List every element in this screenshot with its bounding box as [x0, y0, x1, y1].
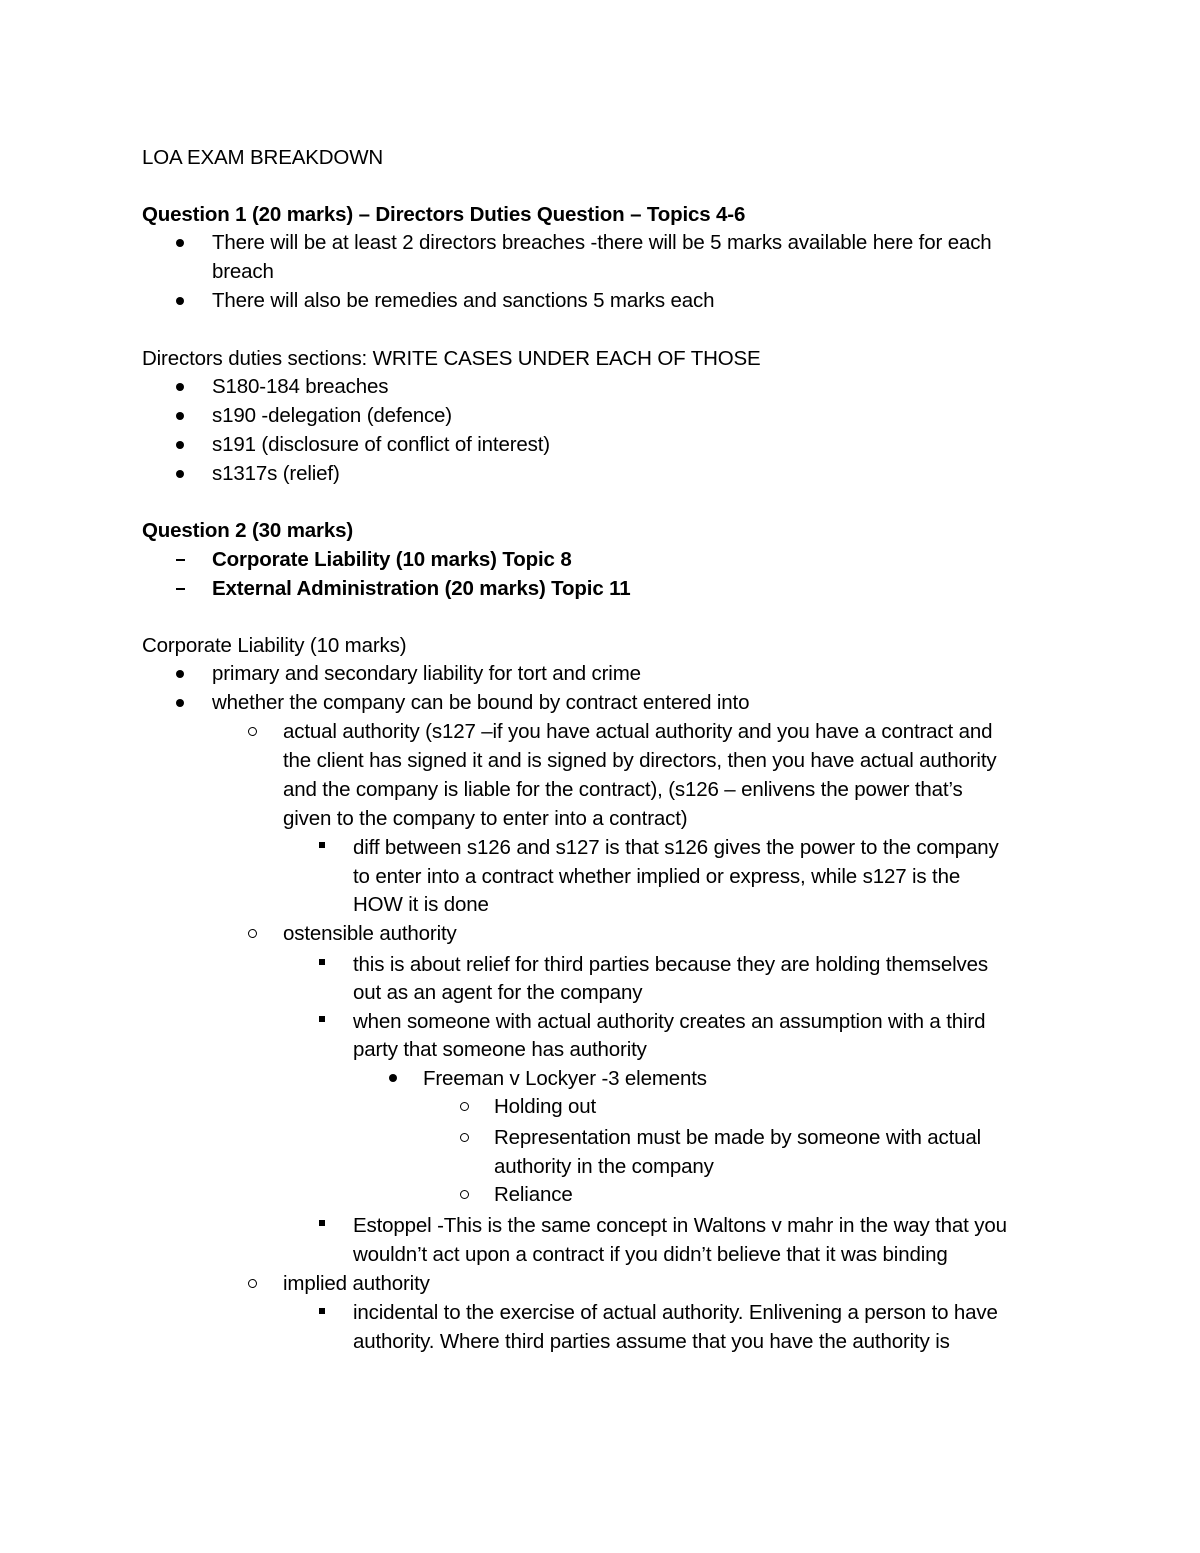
actual-authority-line: actual authority (s127 –if you have actual authority and you have a contract and [283, 720, 993, 743]
question-1-heading: Question 1 (20 marks) – Directors Duties Question – Topics 4-6 [142, 203, 746, 226]
bullet-dot-icon [176, 699, 184, 707]
sections-heading: Directors duties sections: WRITE CASES UNDER EACH OF THOSE [142, 347, 761, 370]
bullet-dot-icon [176, 383, 184, 391]
section-item: S180-184 breaches [212, 375, 389, 398]
bullet-dot-icon [176, 239, 184, 247]
section-item: s1317s (relief) [212, 462, 340, 485]
q1-bullet-1-line-2: breach [212, 260, 274, 283]
relief-line: out as an agent for the company [353, 981, 643, 1004]
bullet-circle-icon [248, 1279, 257, 1288]
bullet-square-icon [319, 959, 325, 965]
bullet-dot-icon [176, 441, 184, 449]
actual-authority-line: the client has signed it and is signed by directors, then you have actual authority [283, 749, 997, 772]
bullet-circle-icon [460, 1133, 469, 1142]
estoppel-line: wouldn’t act upon a contract if you didn’t believe that it was binding [353, 1243, 948, 1266]
corporate-liability-heading: Corporate Liability (10 marks) [142, 634, 407, 657]
q2-item: External Administration (20 marks) Topic 11 [212, 577, 631, 600]
q2-item: Corporate Liability (10 marks) Topic 8 [212, 548, 572, 571]
q1-bullet-2: There will also be remedies and sanctions 5 marks each [212, 289, 715, 312]
diff-line: to enter into a contract whether implied or express, while s127 is the [353, 865, 961, 888]
when-line: when someone with actual authority creates an assumption with a third [353, 1010, 986, 1033]
bullet-square-icon [319, 1016, 325, 1022]
ostensible-authority: ostensible authority [283, 922, 457, 945]
estoppel-line: Estoppel -This is the same concept in Waltons v mahr in the way that you [353, 1214, 1007, 1237]
bullet-square-icon [319, 842, 325, 848]
bullet-dot-icon [389, 1074, 397, 1082]
bullet-circle-icon [460, 1102, 469, 1111]
bullet-circle-icon [248, 727, 257, 736]
q1-bullet-1-line-1: There will be at least 2 directors breaches -there will be 5 marks available here for each [212, 231, 992, 254]
relief-line: this is about relief for third parties because they are holding themselves [353, 953, 989, 976]
when-line: party that someone has authority [353, 1038, 647, 1061]
bullet-dot-icon [176, 412, 184, 420]
bullet-dot-icon [176, 297, 184, 305]
element-representation: Representation must be made by someone with actual [494, 1126, 982, 1149]
bullet-circle-icon [248, 929, 257, 938]
bullet-circle-icon [460, 1190, 469, 1199]
diff-line: HOW it is done [353, 893, 489, 916]
section-item: s190 -delegation (defence) [212, 404, 452, 427]
implied-authority: implied authority [283, 1272, 430, 1295]
element-representation: authority in the company [494, 1155, 714, 1178]
actual-authority-line: and the company is liable for the contract), (s126 – enlivens the power that’s [283, 778, 963, 801]
cl-bullet-1: primary and secondary liability for tort and crime [212, 662, 641, 685]
element-reliance: Reliance [494, 1183, 573, 1206]
dash-icon [176, 588, 185, 590]
dash-icon [176, 559, 185, 561]
question-2-heading: Question 2 (30 marks) [142, 519, 354, 542]
bullet-dot-icon [176, 470, 184, 478]
bullet-dot-icon [176, 670, 184, 678]
diff-line: diff between s126 and s127 is that s126 gives the power to the company [353, 836, 999, 859]
document-title: LOA EXAM BREAKDOWN [142, 146, 384, 169]
freeman-v-lockyer: Freeman v Lockyer -3 elements [423, 1067, 707, 1090]
cl-bullet-2: whether the company can be bound by contract entered into [212, 691, 750, 714]
incidental-line: authority. Where third parties assume that you have the authority is [353, 1330, 950, 1353]
bullet-square-icon [319, 1308, 325, 1314]
incidental-line: incidental to the exercise of actual authority. Enlivening a person to have [353, 1301, 998, 1324]
actual-authority-line: given to the company to enter into a contract) [283, 807, 688, 830]
element-holding-out: Holding out [494, 1095, 597, 1118]
bullet-square-icon [319, 1220, 325, 1226]
section-item: s191 (disclosure of conflict of interest) [212, 433, 550, 456]
